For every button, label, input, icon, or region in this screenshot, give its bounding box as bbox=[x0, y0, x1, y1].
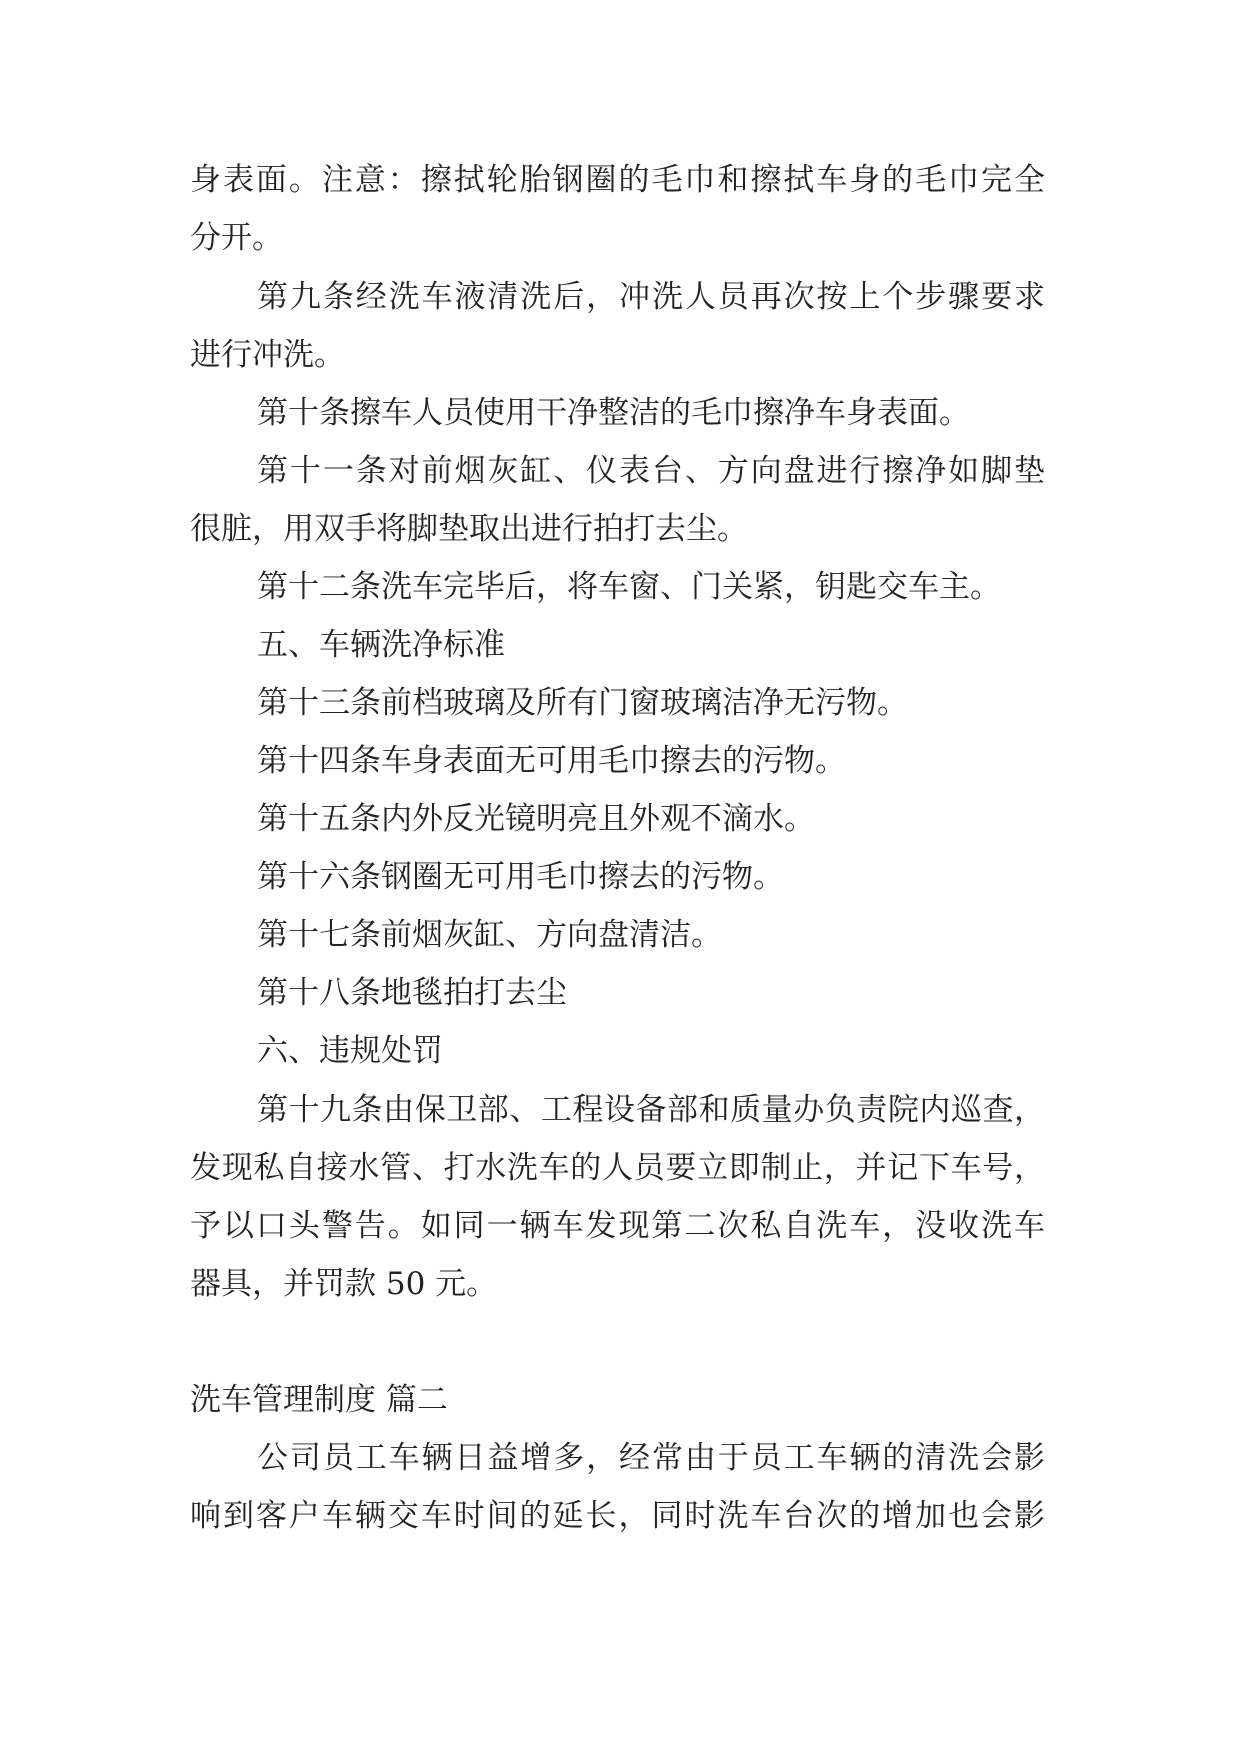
paragraph-line: 分开。 bbox=[190, 220, 283, 256]
paragraph-line: 很脏，用双手将脚垫取出进行拍打去尘。 bbox=[190, 511, 748, 547]
paragraph-line: 第十五条内外反光镜明亮且外观不滴水。 bbox=[257, 801, 815, 837]
paragraph-line: 公司员工车辆日益增多，经常由于员工车辆的清洗会影 bbox=[257, 1440, 1045, 1476]
section-heading: 五、车辆洗净标准 bbox=[257, 627, 505, 663]
paragraph-line: 器具，并罚款 50 元。 bbox=[190, 1266, 498, 1302]
paragraph-line: 第十条擦车人员使用干净整洁的毛巾擦净车身表面。 bbox=[257, 395, 970, 431]
paragraph-line: 第十八条地毯拍打去尘 bbox=[257, 975, 567, 1011]
paragraph-line: 第十四条车身表面无可用毛巾擦去的污物。 bbox=[257, 743, 846, 779]
paragraph-line: 身表面。注意：擦拭轮胎钢圈的毛巾和擦拭车身的毛巾完全 bbox=[190, 162, 1045, 198]
paragraph-line: 予以口头警告。如同一辆车发现第二次私自洗车，没收洗车 bbox=[190, 1208, 1045, 1244]
paragraph-line: 进行冲洗。 bbox=[190, 337, 345, 373]
paragraph-line: 第十一条对前烟灰缸、仪表台、方向盘进行擦净如脚垫 bbox=[257, 453, 1045, 489]
document-title: 洗车管理制度 篇二 bbox=[190, 1382, 448, 1418]
section-heading: 六、违规处罚 bbox=[257, 1033, 443, 1069]
paragraph-line: 第十九条由保卫部、工程设备部和质量办负责院内巡查， bbox=[257, 1092, 1045, 1128]
paragraph-line: 第十七条前烟灰缸、方向盘清洁。 bbox=[257, 917, 722, 953]
paragraph-line: 响到客户车辆交车时间的延长，同时洗车台次的增加也会影 bbox=[190, 1498, 1045, 1534]
paragraph-line: 发现私自接水管、打水洗车的人员要立即制止，并记下车号， bbox=[190, 1150, 1045, 1186]
paragraph-line: 第十六条钢圈无可用毛巾擦去的污物。 bbox=[257, 859, 784, 895]
paragraph-line: 第九条经洗车液清洗后，冲洗人员再次按上个步骤要求 bbox=[257, 279, 1045, 315]
paragraph-line: 第十三条前档玻璃及所有门窗玻璃洁净无污物。 bbox=[257, 685, 908, 721]
paragraph-line: 第十二条洗车完毕后，将车窗、门关紧，钥匙交车主。 bbox=[257, 569, 1001, 605]
